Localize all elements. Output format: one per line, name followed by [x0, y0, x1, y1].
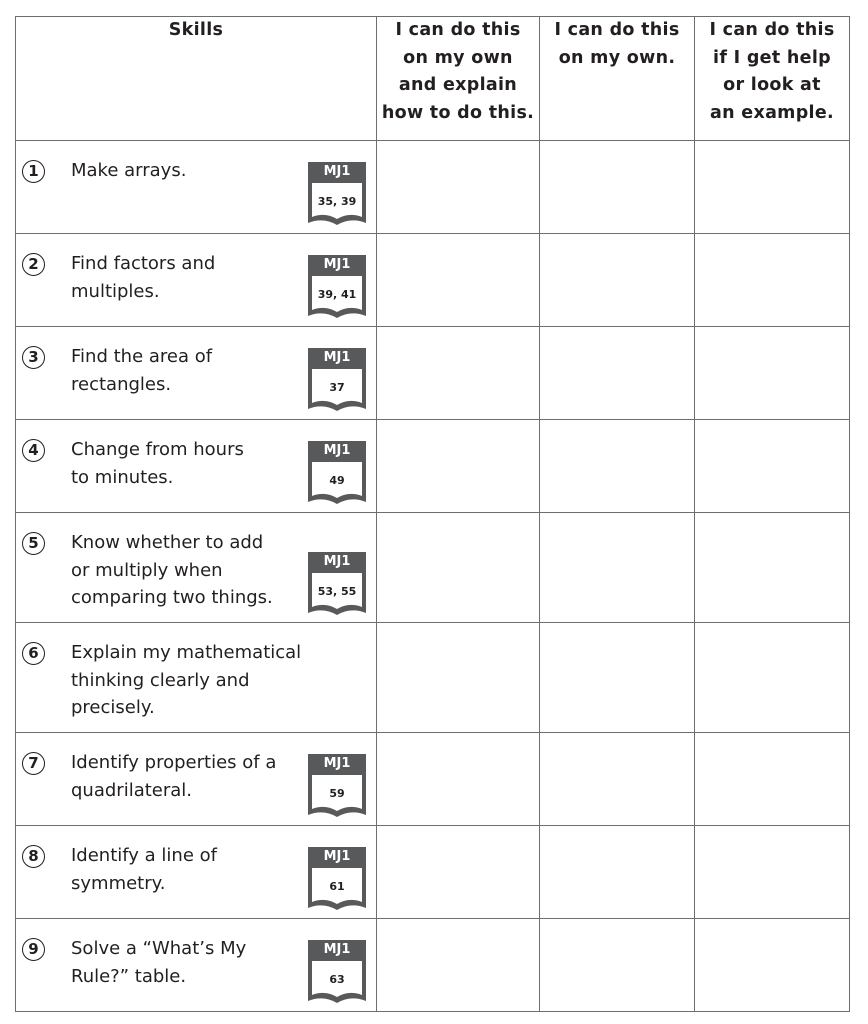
- rating-with-help-cell[interactable]: [695, 234, 850, 327]
- rating-explain-on-own-cell[interactable]: [377, 141, 540, 234]
- skill-cell: [16, 420, 377, 513]
- skill-line: precisely.: [71, 697, 155, 718]
- skill-line: comparing two things.: [71, 587, 273, 608]
- rating-on-own-cell[interactable]: [540, 826, 695, 919]
- skill-line: rectangles.: [71, 373, 172, 395]
- book-code: MJ1: [323, 756, 351, 771]
- rating-with-help-cell[interactable]: [695, 623, 850, 733]
- rating-with-help-cell[interactable]: [695, 826, 850, 919]
- header-line: I can do this: [554, 20, 680, 40]
- rating-explain-on-own-cell[interactable]: [377, 826, 540, 919]
- header-line: I can do this: [395, 20, 521, 40]
- book-code: MJ1: [323, 554, 351, 569]
- rating-explain-on-own-cell[interactable]: [377, 234, 540, 327]
- skill-number-badge: 9: [22, 938, 45, 961]
- header-line: and explain: [398, 75, 518, 95]
- skill-line: Explain my mathematical: [71, 642, 302, 663]
- skill-description: [71, 529, 307, 612]
- skill-description: [71, 157, 307, 185]
- skill-number-badge: 3: [22, 346, 45, 369]
- skill-line: Identify properties of a: [71, 752, 277, 773]
- skill-cell: [16, 513, 377, 623]
- book-icon: [307, 347, 367, 415]
- book-pages: 63: [329, 973, 345, 986]
- skill-number-badge: 4: [22, 439, 45, 462]
- book-pages: 53, 55: [317, 585, 357, 598]
- header-line: or look at: [723, 75, 821, 95]
- rating-on-own-cell[interactable]: [540, 919, 695, 1012]
- rating-on-own-cell[interactable]: [540, 420, 695, 513]
- header-with-help: [695, 17, 850, 141]
- book-icon: [307, 254, 367, 322]
- skill-line: Know whether to add: [71, 532, 264, 553]
- skill-description: [71, 749, 307, 804]
- header-line: on my own: [403, 47, 513, 68]
- skill-description: [71, 842, 307, 897]
- skill-row: [16, 826, 850, 919]
- skill-number-badge: 5: [22, 532, 45, 555]
- rating-explain-on-own-cell[interactable]: [377, 733, 540, 826]
- skill-row: [16, 919, 850, 1012]
- skill-line: quadrilateral.: [71, 779, 193, 801]
- book-code: MJ1: [323, 257, 351, 272]
- rating-explain-on-own-cell[interactable]: [377, 919, 540, 1012]
- book-icon: [307, 551, 367, 619]
- header-line: I can do this: [709, 20, 835, 40]
- skill-line: thinking clearly and: [71, 669, 250, 691]
- book-pages: 39, 41: [317, 288, 357, 301]
- rating-with-help-cell[interactable]: [695, 141, 850, 234]
- book-code: MJ1: [323, 350, 351, 365]
- skill-number-badge: 2: [22, 253, 45, 276]
- header-row: [16, 17, 850, 141]
- book-icon: [307, 440, 367, 508]
- skill-row: [16, 420, 850, 513]
- book-pages: 35, 39: [317, 195, 357, 208]
- skill-cell: [16, 733, 377, 826]
- skill-line: Identify a line of: [71, 845, 217, 866]
- header-line: if I get help: [713, 47, 831, 68]
- skill-line: Rule?” table.: [71, 965, 187, 987]
- skill-line: Solve a “What’s My: [71, 938, 247, 959]
- rating-with-help-cell[interactable]: [695, 733, 850, 826]
- header-skills: Skills: [16, 17, 377, 141]
- skill-row: [16, 623, 850, 733]
- rating-with-help-cell[interactable]: [695, 420, 850, 513]
- skill-description: [71, 935, 307, 990]
- skill-description: [71, 343, 307, 398]
- skill-line: multiples.: [71, 280, 160, 302]
- book-code: MJ1: [323, 849, 351, 864]
- rating-explain-on-own-cell[interactable]: [377, 327, 540, 420]
- skill-cell: [16, 919, 377, 1012]
- rating-explain-on-own-cell[interactable]: [377, 513, 540, 623]
- rating-on-own-cell[interactable]: [540, 623, 695, 733]
- book-icon: [307, 939, 367, 1007]
- rating-with-help-cell[interactable]: [695, 513, 850, 623]
- rating-explain-on-own-cell[interactable]: [377, 623, 540, 733]
- rating-on-own-cell[interactable]: [540, 234, 695, 327]
- rating-on-own-cell[interactable]: [540, 513, 695, 623]
- skill-line: or multiply when: [71, 559, 223, 581]
- book-pages: 37: [329, 381, 345, 394]
- rating-on-own-cell[interactable]: [540, 327, 695, 420]
- skill-description: [71, 250, 307, 305]
- rating-with-help-cell[interactable]: [695, 919, 850, 1012]
- book-code: MJ1: [323, 942, 351, 957]
- book-code: MJ1: [323, 443, 351, 458]
- skill-number-badge: 1: [22, 160, 45, 183]
- rating-with-help-cell[interactable]: [695, 327, 850, 420]
- book-icon: [307, 846, 367, 914]
- skill-cell: [16, 623, 377, 733]
- skill-row: [16, 327, 850, 420]
- header-line: an example.: [710, 102, 834, 123]
- skill-line: Change from hours: [71, 439, 244, 460]
- skill-row: [16, 513, 850, 623]
- book-pages: 61: [329, 880, 345, 893]
- skill-line: Find factors and: [71, 253, 216, 274]
- book-pages: 59: [329, 787, 345, 800]
- skill-row: [16, 141, 850, 234]
- book-icon: [307, 753, 367, 821]
- header-line: on my own.: [558, 47, 676, 68]
- header-line: how to do this.: [381, 102, 535, 123]
- skill-number-badge: 7: [22, 752, 45, 775]
- skill-number-badge: 8: [22, 845, 45, 868]
- skill-line: symmetry.: [71, 872, 166, 894]
- rating-on-own-cell[interactable]: [540, 141, 695, 234]
- skills-self-assessment-table: [15, 16, 850, 1012]
- skill-description: [71, 436, 307, 491]
- book-icon: [307, 161, 367, 229]
- skill-row: [16, 733, 850, 826]
- header-explain-on-own: [377, 17, 540, 141]
- skill-cell: [16, 234, 377, 327]
- skill-cell: [16, 327, 377, 420]
- book-code: MJ1: [323, 164, 351, 179]
- skill-line: Make arrays.: [71, 160, 187, 181]
- skill-number-badge: 6: [22, 642, 45, 665]
- skill-description: [71, 639, 307, 722]
- skill-line: to minutes.: [71, 466, 174, 488]
- header-on-own: [540, 17, 695, 141]
- skill-cell: [16, 826, 377, 919]
- skill-row: [16, 234, 850, 327]
- skill-line: Find the area of: [71, 346, 213, 367]
- rating-explain-on-own-cell[interactable]: [377, 420, 540, 513]
- rating-on-own-cell[interactable]: [540, 733, 695, 826]
- book-pages: 49: [329, 474, 345, 487]
- skill-cell: [16, 141, 377, 234]
